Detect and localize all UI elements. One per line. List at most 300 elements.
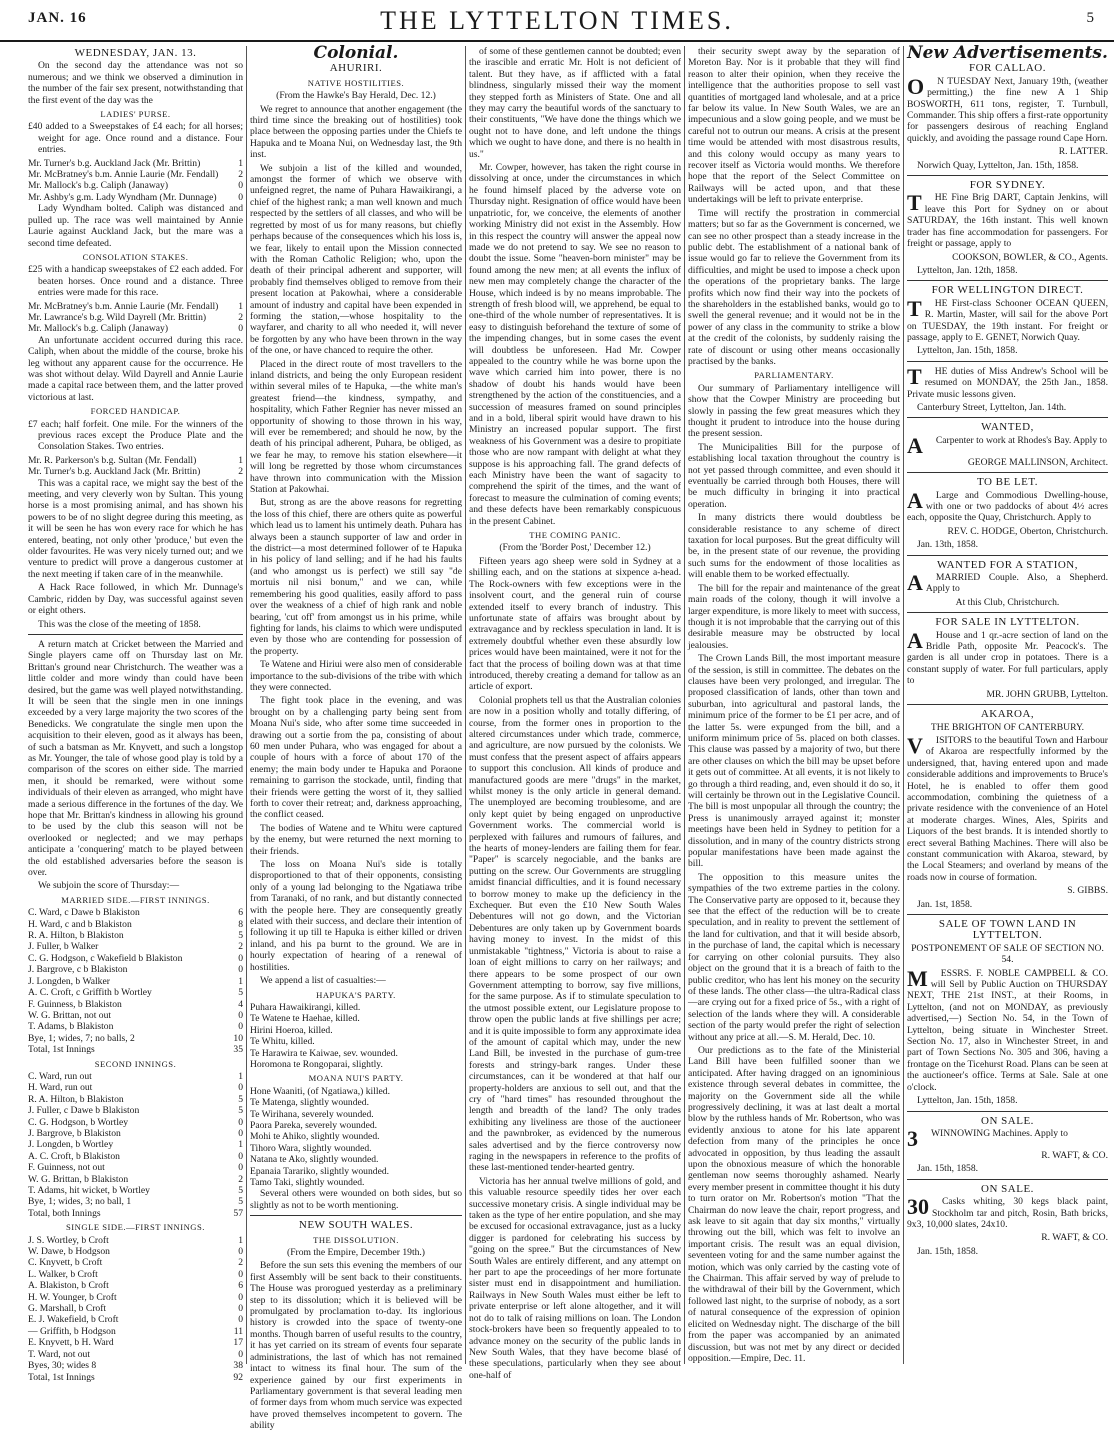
casualty-entry: Paora Pareka, severely wounded. (250, 1119, 378, 1131)
result-row (28, 1326, 243, 1337)
result-row (28, 169, 243, 180)
result-label: J. Bargrove, c b Blakiston (28, 964, 128, 976)
casualty-list (250, 1002, 462, 1070)
race-conditions: £25 with a handicap sweepstakes of £2 each added. For beaten horses. Once round and a distance. Three entries were made for this race. (28, 264, 243, 299)
result-label: R. A. Hilton, b Blakiston (28, 930, 124, 942)
result-row (28, 1303, 243, 1314)
ad-heading: SALE OF TOWN LAND IN LYTTELTON. (938, 918, 1077, 942)
result-value: 2 (238, 466, 243, 478)
result-value: 0 (238, 1150, 243, 1162)
ad-town-land (907, 919, 1108, 1107)
paragraph: We subjoin the score of Thursday:— (38, 880, 180, 892)
result-label: Mr. Lawrance's b.g. Wild Dayrell (Mr. Brittin) (28, 311, 207, 323)
result-value: 0 (238, 1348, 243, 1360)
section-date: WEDNESDAY, JAN. 13. (74, 47, 197, 59)
race-conditions: £7 each; half forfeit. One mile. For the winners of the previous races except the Produce Plate and the Consolation Stakes. Two entries. (28, 418, 243, 453)
result-label: T. Adams, hit wicket, b Wortley (28, 1185, 150, 1196)
result-row (28, 919, 243, 930)
drop-cap: T (907, 363, 922, 389)
result-row (28, 907, 243, 918)
ad-heading: FOR WELLINGTON DIRECT. (931, 284, 1084, 297)
result-row (28, 1010, 243, 1021)
result-label: C. G. Hodgson, c Wakefield b Blakiston (28, 952, 183, 964)
article-place: AHURIRI. (329, 62, 383, 75)
race-heading: FORCED HANDICAP. (90, 406, 181, 417)
ad-school (907, 363, 1108, 414)
result-value: 10 (233, 1032, 243, 1044)
result-label: Mr. McBratney's b.m. Annie Laurie (Mr. Fendall) (28, 169, 219, 181)
result-value: 5 (238, 1185, 243, 1196)
paragraph: Fifteen years ago sheep were sold in Sydney at a shilling each, and on the stations at sixpence a-head. The Rock-owners with few exceptions were in the insolvent court, and the general ruin of course extended itself to every branch of industry. This unfortunate state of affairs was brought about by extravagance and by reckless speculation in land. It is extremely doubtful whether even these absurdly low prices would have been maintained, were it not for the fact that the process of boiling down was at that time introduced, thereby creating a demand for tallow as an article of export. (469, 555, 681, 693)
ad-date: Jan. 15th, 1858. (917, 1163, 979, 1175)
casualty-entry: Tihoro Wara, slightly wounded. (250, 1142, 372, 1154)
result-row (28, 312, 243, 323)
ad-heading: FOR SYDNEY. (969, 179, 1046, 192)
result-row (28, 1105, 243, 1116)
result-row (28, 1185, 243, 1196)
paragraph: A return match at Cricket between the Married and Single players came off on Thursday last on Mr. Brittan's ground near Christchurch. The weather was a little colder and more windy than could have been desired, but the game was well played notwithstanding. It will be seen that the single men in one innings exceeded by a very large majority the two scores of the Benedicks. We congratulate the single men upon the acquisition to their eleven, good as it always has been, of such a batsman as Mr. Knyvett, and such a longstop as Mr. Younger, the tale of whose good play is told by a comparison of the scores on either side. The married men, it should be remarked, were without some individuals of their eleven as arranged, who might have made a serious difference in the fortunes of the day. We hope that Mr. Brittan's kindness in allowing his ground to be used by the club this season will not be overlooked or neglected; and we may perhaps anticipate a 'conquering' match to be played between the old established adversaries before the season is over. (28, 638, 243, 879)
result-value: 0 (238, 1314, 243, 1326)
divider (907, 704, 1108, 705)
result-row (28, 1139, 243, 1150)
column-parliamentary (688, 46, 900, 1364)
divider (907, 175, 1108, 176)
paragraph: The opposition to this measure unites the sympathies of the two extreme parties in the colony. The Conservative party are opposed to it, because they see that the effect of the reduction will be to create speculation, and in reality to prevent the settlement of the land for cultivation, and that it will beside absorb, in the purchase of land, the capital which is necessary for carrying on other colonial pursuits. They also object on the ground that it is a breach of faith to the public creditor, who has lent his money on the security of these lands. The other class—the ultra-Radical class—are crying out for a fixed price of 5s., with a right of selection of the lands where they will. A considerable section of the party would prefer the right of selection without any price at all.—S. M. Herald, Dec. 10. (688, 871, 900, 1043)
casualty-entry: Hone Waaniti, (of Ngatiawa,) killed. (250, 1085, 390, 1097)
ad-text: HE Fine Brig DART, Captain Jenkins, will leave this Port for Sydney on or about SATURDAY, the 16th instant. This well known trader has fine accommodation for passengers. For freight or passage, apply to (907, 192, 1108, 250)
result-row (28, 1235, 243, 1246)
divider (250, 1215, 462, 1216)
ad-text: Casks whiting, 30 kegs black paint, Stockholm tar and pitch, Rosin, Bath bricks, 9x3, 10,000 slates, 24x10. (907, 1196, 1108, 1230)
result-value: 5 (238, 1093, 243, 1105)
result-value: 2 (238, 311, 243, 323)
result-label: J. Bargrove, b Blakiston (28, 1127, 121, 1139)
ad-signature: GEORGE MALLINSON, Architect. (967, 456, 1108, 468)
result-value: 1 (238, 1234, 243, 1246)
result-label: Mr. McBratney's b.m. Annie Laurie (Mr. Fendall) (28, 300, 219, 312)
result-label: W. G. Brittan, not out (28, 1009, 112, 1021)
result-value: 0 (238, 1116, 243, 1128)
divider (907, 417, 1108, 418)
result-value: 5 (238, 987, 243, 999)
paragraph: Before the sun sets this evening the members of our first Assembly will be sent back to their constituents. The House was prorogued yesterday as a preliminary step to its dissolution; which it is believed will be promulgated by proclamation to-day. Its inglorious history is crowded into the space of twenty-one months. Though barren of useful results to the country, it has yet carried on its stream of events four separate administrations, the last of which has not remained intact to witness its final hour. The sum of the experience gained by our first experiments in Parliamentary government is that several leading men of former days from whom much service was expected have proved themselves incompetent to govern. The ability (250, 1260, 462, 1432)
result-value: 1 (238, 157, 243, 169)
result-row (28, 1021, 243, 1032)
ad-text: MARRIED Couple. Also, a Shepherd. Apply to (925, 572, 1108, 595)
paragraph: This was the close of the meeting of 1858. (38, 618, 201, 630)
party-heading: MOANA NUI'S PARTY. (308, 1073, 404, 1084)
ad-signature: R. WAFT, & CO. (1041, 1232, 1108, 1244)
result-value: 0 (238, 1021, 243, 1033)
casualty-entry: Hirini Hoeroa, killed. (250, 1024, 333, 1036)
casualty-entry: Puhara Hawaikirangi, killed. (250, 1001, 361, 1013)
result-row (28, 1082, 243, 1093)
result-label: Mr. Turner's b.g. Auckland Jack (Mr. Brittin) (28, 466, 201, 478)
result-label: J. Fuller, b Walker (28, 941, 99, 953)
divider (907, 612, 1108, 613)
result-label: Bye, 1; wides, 7; no balls, 2 (28, 1032, 135, 1044)
drop-cap: 3 (907, 1125, 918, 1151)
result-value: 6 (238, 907, 243, 919)
result-row (28, 455, 243, 466)
paragraph: Our summary of Parliamentary intelligence will show that the Cowper Ministry are proceeding but slowly in passing the few great measures which they thought it prudent to introduce into the house during the present session. (688, 382, 900, 440)
ad-text: Carpenter to work at Rhodes's Bay. Apply to (935, 434, 1107, 446)
result-value: 2 (238, 169, 243, 181)
result-label: W. Dawe, b Hodgson (28, 1246, 110, 1258)
ad-akaroa (907, 709, 1108, 910)
article-subhead: PARLIAMENTARY. (754, 370, 834, 381)
casualty-entry: Te Matenga, slightly wounded. (250, 1097, 369, 1109)
result-label: G. Marshall, b Croft (28, 1303, 107, 1315)
result-row (28, 987, 243, 998)
result-value: 1 (238, 1070, 243, 1082)
article-subhead: THE DISSOLUTION. (313, 1234, 399, 1245)
result-label: A. Blakiston, b Croft (28, 1280, 109, 1292)
result-row (28, 1117, 243, 1128)
result-row (28, 323, 243, 334)
ad-subheading: THE BRIGHTON OF CANTERBURY. (930, 721, 1085, 733)
result-value: 4 (238, 998, 243, 1010)
ad-date: Jan. 13th, 1858. (917, 539, 979, 551)
result-value: 0 (238, 1268, 243, 1280)
result-row (28, 466, 243, 477)
result-label: R. A. Hilton, b Blakiston (28, 1093, 124, 1105)
result-label: Mr. Turner's b.g. Auckland Jack (Mr. Brittin) (28, 157, 201, 169)
paragraph: But, strong as are the above reasons for regretting the loss of this chief, there are others quite as powerful which lead us to lament his untimely death. Puhara has always been a staunch supporter of law and order in the district—a most determined follower of te Hapuka in his policy of land selling; and if he had his faults (and who amongst us is perfect) we still say "de mortuis nil nisi bonum," and we can, while remembering his good qualities, easily afford to pass over the weakness of a chief of high rank and noble bearing, 'cut off' from amongst us in his prime, while fighting for lands, his claims to which were undisputed even by those who are contending for possession of the property. (250, 497, 462, 657)
ad-heading: TO BE LET. (976, 476, 1039, 489)
section-title: Colonial. (313, 43, 399, 63)
result-row (28, 976, 243, 987)
result-value: 11 (233, 1325, 243, 1337)
drop-cap: V (907, 732, 923, 758)
ad-signature: S. GIBBS. (1067, 885, 1108, 897)
result-label: H. Ward, c and b Blakiston (28, 918, 132, 930)
result-row (28, 1071, 243, 1082)
innings-heading: SINGLE SIDE.—FIRST INNINGS. (66, 1222, 205, 1233)
result-label: Mr. Ashby's g.m. Lady Wyndham (Mr. Dunnage) (28, 191, 217, 203)
result-value: 0 (238, 964, 243, 976)
race-heading: CONSOLATION STAKES. (82, 251, 189, 262)
paragraph: The Municipalities Bill for the purpose of establishing local taxation throughout the country is not yet passed through committee, and even should it eventually be carried through both Houses, there will be much difficulty in bringing it into practical operation. (688, 441, 900, 510)
result-label: A. C. Croft, c Griffith b Wortley (28, 987, 152, 999)
result-row (28, 1128, 243, 1139)
paragraph: Victoria has her annual twelve millions of gold, and this valuable resource speedily tides her over each successive monetary crisis. A single individual may be taken as the type of her entire population, and she may be excused for occasional extravagance, just as a lucky digger is pardoned for celebrating his success by "going on the spree." But the circumstances of New South Wales are entirely different, and any attempt on her part to ape the proceedings of her more fortunate sister must end in disappointment and humiliation. Railways in New South Wales must either be left to private enterprise or left alone altogether, and it will not do to talk of raising millions on loan. The London stock-brokers have been so frequently appealed to to advance money on the security of the public lands in New South Wales, that they have become blasé of these speculations, particularly when they see about one-half of (469, 1175, 681, 1381)
result-label: Bye, 1; wides, 3; no ball, 1 (28, 1196, 132, 1208)
ad-text: ESSRS. F. NOBLE CAMPBELL & CO. will Sell by Public Auction on THURSDAY NEXT, THE 21st INST., at their Rooms, in Lyttelton, (and not on MONDAY, as previously advertised,—) Section No. 54, in the Town of Lyttelton, being situate in Winchester Street. Section No. 17, also in Winchester Street, in and part of Town Sections No. 305 and 306, having a frontage on the Ticehurst Road. Plans can be seen at the auctioneer's office. Terms at Sale. Sale at one o'clock. (907, 967, 1108, 1093)
result-row (28, 158, 243, 169)
paragraph: The bodies of Watene and te Whitu were captured by the enemy, but were returned the next morning to their friends. (250, 822, 462, 857)
score-total: Total, both Innings 57 (28, 1207, 243, 1219)
result-row (28, 1196, 243, 1207)
race-results (28, 158, 243, 204)
ad-date: Jan. 15th, 1858. (917, 1245, 979, 1257)
ad-heading: FOR SALE IN LYTTELTON. (935, 616, 1080, 629)
masthead (0, 0, 1114, 42)
party-heading: HAPUKA'S PARTY. (316, 989, 396, 1000)
ad-text: WINNOWING Machines. Apply to (931, 1127, 1068, 1139)
result-label: F. Guinness, not out (28, 1162, 105, 1174)
result-value: 0 (238, 1127, 243, 1139)
section-title: New Advertisements. (907, 43, 1108, 63)
drop-cap: M (907, 965, 928, 991)
drop-cap: A (907, 570, 923, 596)
result-row (28, 1349, 243, 1360)
casualty-entry: Te Harawira te Kaiwae, sev. wounded. (250, 1047, 398, 1059)
result-label: — Griffith, b Hodgson (28, 1325, 116, 1337)
paragraph: In many districts there would doubtless be considerable resistance to any scheme of direct taxation for local purposes. But the great difficulty will be, in the present state of our revenue, the providing such sums for the endowment of those localities as will enable them to be worked effectually. (688, 512, 900, 581)
result-label: T. Adams, b Blakiston (28, 1021, 114, 1033)
drop-cap: A (907, 487, 923, 513)
paragraph: We subjoin a list of the killed and wounded, amongst the former of which we observe with unfeigned regret, the name of Puhara Hawaikirangi, a chief of the highest rank; a man well known and much respected by the settlers of all classes, and who will be regretted by most of us for many reasons, but chiefly perhaps because of the consequences which his loss is, we fear, likely to entail upon the Mission connected with the Roman Catholic Religion; who, upon the death of their principal adherent and supporter, will probably find themselves obliged to remove from their present location at Pakowhai, where a considerable amount of industry and capital have been expended in forming the station,—whose hospitality to the wayfarer, and charity to all who needed it, will never be forgotten by any who have been thrown in the way of the one, or have chanced to require the other. (250, 162, 462, 357)
divider (28, 634, 243, 635)
result-row (28, 1174, 243, 1185)
result-value: 0 (238, 952, 243, 964)
divider (907, 555, 1108, 556)
casualty-entry: Natana te Ako, slightly wounded. (250, 1154, 379, 1166)
result-row (28, 964, 243, 975)
ad-text: House and 1 qr.-acre section of land on the Bridle Path, opposite Mr. Peacock's. The garden is all under crop in potatoes. There is a constant supply of water. For full particulars, apply to (907, 629, 1108, 687)
article-source: (From the Hawke's Bay Herald, Dec. 12.) (276, 90, 436, 102)
paragraph: This was a capital race, we might say the best of the meeting, and very cleverly won by Sultan. This young horse is a most promising animal, and has shown his powers to be of no slight degree during this meeting, as it will be seen he has won every race for which he has entered, beating, not only other 'produce,' but even the older favourites. He was very nicely turned out; and we venture to predict will prove a dangerous customer at the next meeting if taken care of in the meanwhile. (28, 477, 243, 580)
ad-date: Norwich Quay, Lyttelton, Jan. 15th, 1858. (917, 159, 1079, 171)
result-value: 1 (238, 454, 243, 466)
ad-date: Canterbury Street, Lyttelton, Jan. 14th. (917, 401, 1067, 413)
ad-to-let (907, 477, 1108, 550)
result-label: C. Knyvett, b Croft (28, 1257, 103, 1269)
ad-station (907, 560, 1108, 609)
result-label: J. Fuller, c Dawe b Blakiston (28, 1105, 140, 1117)
ad-signature: R. LATTER. (1058, 146, 1108, 158)
result-label: J. S. Wortley, b Croft (28, 1234, 109, 1246)
paragraph: We regret to announce that another engagement (the third time since the breaking out of hostilities) took place between the opposing parties under the Chiefs te Hapuka and te Moana Nui, on Wednesday last, the 9th inst. (250, 103, 462, 161)
paragraph: A Hack Race followed, in which Mr. Dunnage's Cambric, ridden by Day, was successful against seven or eight others. (28, 582, 243, 617)
result-value: 0 (238, 1246, 243, 1258)
issue-date: JAN. 16 (28, 10, 87, 26)
result-label: Mr. R. Parkerson's b.g. Sultan (Mr. Fendall) (28, 454, 197, 466)
ad-signature: COOKSON, BOWLER, & CO., Agents. (952, 251, 1108, 263)
result-row (28, 1360, 243, 1371)
article-source: (From the 'Border Post,' December 12.) (499, 542, 651, 554)
casualty-entry: Epanaia Tarariko, slightly wounded. (250, 1165, 390, 1177)
result-row (28, 941, 243, 952)
score-list (28, 1071, 243, 1208)
innings-heading: SECOND INNINGS. (94, 1058, 177, 1069)
casualty-entry: Horomona te Rongoparai, slightly. (250, 1058, 383, 1070)
divider (907, 914, 1108, 915)
result-value: 1 (238, 300, 243, 312)
result-label: C. G. Hodgson, b Wortley (28, 1116, 129, 1128)
result-value: 8 (238, 918, 243, 930)
paragraph: Several others were wounded on both sides, but so slightly as not to be worth mentioning. (250, 1188, 462, 1211)
ad-casks (907, 1184, 1108, 1257)
result-label: E. J. Wakefield, b Croft (28, 1314, 119, 1326)
paragraph: Colonial prophets tell us that the Australian colonies are now in a position wholly and totally differing, of course, from the former ones in proportion to the altered circumstances under which trade, commerce, and agriculture, are now pursued by the colonists. We must confess that the present aspect of affairs appears to support this conclusion. All kinds of produce and manufactured goods are mere "drugs" in the market, whilst money is the only article in general demand. The unemployed are becoming troublesome, and are only kept quiet by being engaged on unproductive Government works. The commercial world is perplexed with failures and rumours of failures, and the hearts of money-lenders are failing them for fear. "Paper" is scarcely negociable, and the banks are putting on the screw. Our Governments are struggling amidst financial difficulties, and it is found necessary to borrow money to make up the deficiency in the Exchequer. But even the £10 New South Wales Debentures will not go down, and the Victorian Debentures are only taken up by Government boards having money to invest. In the midst of this unmistakable "tightness," Victoria is about to raise a loan of eight millions to carry on her railways; and there appears to be some prospect of our own Government attempting to borrow, say five millions, for the same purpose. As if to stimulate speculation to the utmost possible extent, our Legislature propose to throw open the public lands at five shillings per acre; and it is quite impossible to form any approximate idea of the amount of capital which may, under the new Land Bill, be invested in the purchase of gum-tree forests and stringy-bark ranges. Under these circumstances, can it be wondered at that half our property-holders are anxious to sell out, and that the cry of "hard times" has resounded throughout the length and breadth of the land? The only trades exhibiting any liveliness are those of the auctioneer and the pawnbroker, as evidenced by the numerous sales advertised and by the fierce controversy now raging in the newspapers in reference to the profits of these last-mentioned tender-hearted gentry. (469, 694, 681, 1174)
paragraph: of some of these gentlemen cannot be doubted; even the irascible and erratic Mr. Holt is not deficient of talent. But they have, as if afflicted with a fatal blindness, singularly missed their way the moment they stepped forth as Ministers of State. One and all they may carry the beautiful words of the sanctuary to their constituents, "We have done the things which we ought not to have done, and left undone the things which we ought to have done, and there is no health in us." (469, 46, 681, 160)
ad-wanted-carpenter (907, 422, 1108, 468)
result-row (28, 1151, 243, 1162)
divider (907, 280, 1108, 281)
paragraph: The Crown Lands Bill, the most important measure of the session, is still in committee. The debates on the clauses have been very prolonged, and irregular. The proposed classification of lands, other than town and suburban, into agricultural and pastoral lands, the minimum price of the former to be £1 per acre, and of the latter 5s. were expunged from the bill, and a uniform minimum price of 5s. placed on both classes. This clause was passed by a majority of two, but there are other clauses on which the bill may be upset before it gets out of committee. At all events, it is not likely to go through a third reading, and, even should it do so, it will certainly be thrown out in the Legislative Council. The bill is most unpopular all through the country; the Press is unanimously arrayed against it; monster meetings have been held in Sydney to petition for a dissolution, and in many of the country districts strong popular manifestations have been made against the bill. (688, 653, 900, 870)
result-value: 0 (238, 1162, 243, 1174)
ad-signature: MR. JOHN GRUBB, Lyttelton. (986, 688, 1108, 700)
score-total: Total, 1st Innings 35 (28, 1044, 243, 1056)
ad-heading: WANTED FOR A STATION, (936, 558, 1078, 571)
ad-date: Jan. 1st, 1858. (917, 898, 973, 910)
drop-cap: A (907, 627, 923, 653)
result-label: W. G. Brittan, b Blakiston (28, 1173, 129, 1185)
result-row (28, 1280, 243, 1291)
result-value: 17 (233, 1337, 243, 1349)
paragraph: An unfortunate accident occurred during this race. Caliph, when about the middle of the course, broke his leg without any apparent cause for the occurrence. He was shot without delay. Wild Dayrell and Annie Laurie made a capital race between them, and the latter proved victorious at last. (28, 334, 243, 403)
race-conditions: £40 added to a Sweepstakes of £4 each; for all horses; weight for age. Once round and a distance. Four entries. (28, 121, 243, 156)
casualty-entry: Te Watene te Haehae, killed. (250, 1013, 360, 1025)
paragraph: Placed in the direct route of most travellers to the inland districts, and being the only European resident within several miles of te Hapuka, —the white man's greatest friend—the kindness, sympathy, and hospitality, which Father Regnier has never missed an opportunity of showing to those thrown in his way, will ever be remembered; and should he now, by the death of his principal adherent, Puhara, be obliged, as we fear he may, to remove his station elsewhere—it will long be regretted by those whom circumstances have thrown into communication with the Mission Station at Pakowhai. (250, 358, 462, 496)
result-value: 1 (238, 1139, 243, 1151)
casualty-entry: Mohi te Ahiko, slightly wounded. (250, 1131, 380, 1143)
result-label: C. Ward, run out (28, 1070, 92, 1082)
result-value: 0 (238, 1009, 243, 1021)
ad-for-sale (907, 617, 1108, 700)
result-value: 0 (238, 323, 243, 335)
paragraph: Mr. Cowper, however, has taken the right course in dissolving at once, under the circumstances in which he found himself placed by the adverse vote on Thursday night. Resignation of office would have been unpatriotic, for, we conceive, the elements of another working Ministry did not exist in the Assembly. How in this respect the country will answer the appeal now made we do not pretend to say. We see no reason to doubt the issue. Some "heaven-born minister" may be found among the new men; at all events the influx of new men may completely change the character of the House, which indeed is by no means improbable. The strength of fresh blood will, we apprehend, be equal to one-third of the whole number of representatives. It is easy to distinguish beforehand the texture of some of the impending changes, but in some cases the event will doubtless be unforeseen. Had Mr. Cowper appealed to the country while he was borne upon the wave which carried him into power, there is no shadow of doubt his hands would have been strengthened by the action of the constituencies, and a succession of measures framed on sound principles and in a bold, liberal spirit would have drawn to his Ministry an increased popular support. The first weakness of his Government was a desire to propitiate those who are now rampant with delight at what they suppose is his approaching fall. The grand defects of each Ministry have been the want of sagacity to comprehend the spirit of the times, and the want of forecast to measure the culmination of coming events; and these defects have been remarkably conspicuous in the present Cabinet. (469, 162, 681, 527)
result-row (28, 180, 243, 191)
result-value: 0 (238, 1082, 243, 1094)
ad-text: N TUESDAY Next, January 19th, (weather permitting,) the fine new A 1 Ship BOSWORTH, 611 tons, register, T. Turnbull, Commander. This ship offers a first-rate opportunity for passengers desirous of reaching England quickly, and avoiding the passage round Cape Horn. (907, 75, 1108, 144)
result-row (28, 192, 243, 203)
ad-heading: WANTED, (981, 421, 1034, 434)
ad-text: HE First-class Schooner OCEAN QUEEN, R. Martin, Master, will sail for the above Port on TUESDAY, the 19th instant. For freight or passage, apply to E. GENET, Norwich Quay. (907, 297, 1108, 343)
column-nsw-continued (469, 46, 681, 1381)
divider (907, 472, 1108, 473)
result-label: J. Longden, b Walker (28, 975, 110, 987)
ad-heading: ON SALE. (981, 1114, 1034, 1127)
column-advertisements (907, 43, 1108, 1364)
score-list (28, 907, 243, 1044)
result-label: T. Ward, not out (28, 1348, 91, 1360)
result-label: C. Ward, c Dawe b Blakiston (28, 907, 140, 919)
ad-text: HE duties of Miss Andrew's School will be resumed on MONDAY, the 25th Jan., 1858. Private music lessons given. (907, 365, 1108, 400)
ad-date: Lyttelton, Jan. 12th, 1858. (917, 264, 1018, 276)
result-row (28, 1269, 243, 1280)
result-row (28, 1162, 243, 1173)
paragraph: Lady Wyndham bolted. Caliph was distanced and pulled up. The race was well maintained by Annie Laurie against Auckland Jack, but the mare was a second time defeated. (28, 203, 243, 249)
result-value: 38 (233, 1360, 243, 1372)
paragraph: Our predictions as to the fate of the Ministerial Land Bill have been fulfilled sooner than we anticipated. After having dragged on an ignominious existence through several debates in committee, the majority on the Government side all the while progressively declining, it was at last dealt a mortal blow by the ruthless hands of Mr. Robertson, who was evidently anxious to atone for his late apparent defection from many of the principles he once advocated in opposition, by thus leading the assault upon the obnoxious measure of which the honorable gentleman now seems thoroughly ashamed. Nearly every member present in committee thought it his duty to turn orator on Mr. Robertson's motion "That the Chairman do now leave the chair, report progress, and ask leave to sit again that day six months," virtually throwing out the bill, which was felt to involve an important crisis. The result was an equal division, seventeen voting for and the same number against the motion, which was only carried by the casting vote of the Chairman. This affair served by way of prelude to the withdrawal of their bill by the Government, which followed last night, to the surprise of nobody, as a sort of natural consequence of the expression of opinion elicited on Wednesday night. The discharge of the bill from the paper was accompanied by an animated discussion, but was not met by any direct or decided opposition.—Empire, Dec. 11. (688, 1044, 900, 1364)
result-row (28, 930, 243, 941)
result-row (28, 1094, 243, 1105)
ad-wellington (907, 285, 1108, 356)
result-value: 5 (238, 1196, 243, 1208)
result-label: H. Ward, run out (28, 1082, 93, 1094)
result-label: Byes, 30; wides 8 (28, 1360, 97, 1372)
ad-text: ISITORS to the beautiful Town and Harbour of Akaroa are respectfully informed by the undersigned, that, having entered upon and made considerable additions and improvements to Bruce's Hotel, he is enabled to offer them good accommodation, combining the quietness of a private residence with the convenience of an Hotel at moderate charges. Wines, Ales, Spirits and Liquors of the best brands. It is intended shortly to erect several Bathing Machines. There will also be constant communication with Akaroa, steward, by the Local Steamers; and overland by means of the roads now in course of formation. (907, 734, 1108, 883)
result-row (28, 953, 243, 964)
newspaper-title: THE LYTTELTON TIMES. (380, 6, 734, 35)
drop-cap: T (907, 190, 922, 216)
result-row (28, 1033, 243, 1044)
result-label: E. Knyvett, b H. Ward (28, 1337, 114, 1349)
result-row (28, 1246, 243, 1257)
ad-subheading: POSTPONEMENT OF SALE OF SECTION NO. 54. (911, 942, 1104, 966)
paragraph: Time will rectify the prostration in commercial matters; but so far as the Government is concerned, we can see no other prospect than a steady increase in the public debt. The establishment of a national bank of issue would go far to relieve the Government from its difficulties, and might be used to impose a check upon the operations of the proprietary banks. The large profits which now find their way into the pockets of the shareholders in the established banks, would go to swell the general revenue; and it would not be in the power of any class in the community to strike a blow at the credit of the colonists, by suddenly raising the rate of discount or using other means occasionally practised by the banks. (688, 207, 900, 367)
paragraph: We append a list of casualties:— (260, 975, 386, 987)
result-value: 5 (238, 1105, 243, 1117)
innings-heading: MARRIED SIDE.—FIRST INNINGS. (61, 894, 210, 905)
result-row (28, 1314, 243, 1325)
race-results (28, 455, 243, 478)
ad-text: Large and Commodious Dwelling-house, with one or two paddocks of about 4½ acres each, opposite the Quay, Christchurch. Apply to (907, 489, 1108, 524)
result-value: 2 (238, 1257, 243, 1269)
result-value: 0 (238, 191, 243, 203)
ad-winnowing (907, 1116, 1108, 1175)
ad-signature: At this Club, Christchurch. (955, 596, 1060, 608)
ad-signature: R. WAFT, & CO. (1041, 1149, 1108, 1161)
paragraph: The fight took place in the evening, and was brought on by a challenging party being sent from Moana Nui's side, who after some time succeeded in drawing out a sortie from the pa, consisting of about 60 men under Puhara, who was engaged for about a couple of hours with a force of about 170 of the enemy; the main body under te Hapuka and Poraone remaining to garrison the stockade, until, finding that their friends were getting the worst of it, they sallied forth to cover their retreat; and, darkness approaching, the conflict ceased. (250, 695, 462, 821)
page-number: 5 (1086, 10, 1094, 26)
result-label: Mr. Mallock's b.g. Caliph (Janaway) (28, 323, 169, 335)
result-row (28, 1257, 243, 1268)
article-source: (From the Empire, December 19th.) (287, 1247, 425, 1259)
casualty-list (250, 1086, 462, 1189)
ad-heading: ON SALE. (981, 1182, 1034, 1195)
score-total: Total, 1st Innings 92 (28, 1371, 243, 1383)
divider (907, 1179, 1108, 1180)
column-colonial (250, 43, 462, 1432)
result-label: F. Guinness, b Blakiston (28, 998, 122, 1010)
ad-date: Lyttelton, Jan. 15th, 1858. (917, 1095, 1018, 1107)
ad-sydney (907, 180, 1108, 276)
divider (907, 1111, 1108, 1112)
casualty-entry: Te Whitu, killed. (250, 1036, 315, 1048)
result-row (28, 301, 243, 312)
result-row (28, 1292, 243, 1303)
page-columns (28, 43, 1108, 1432)
casualty-entry: Te Wirihana, severely wounded. (250, 1108, 374, 1120)
ad-date: Lyttelton, Jan. 15th, 1858. (917, 345, 1018, 357)
paragraph: Te Watene and Hiriui were also men of considerable importance to the sub-divisions of the tribe with which they were connected. (250, 659, 462, 693)
drop-cap: 30 (907, 1194, 929, 1220)
score-list (28, 1235, 243, 1372)
result-row (28, 999, 243, 1010)
paragraph: their security swept away by the separation of Moreton Bay. Nor is it probable that they will find reason to alter their opinion, when they receive the intelligence that the authorities propose to sell vast quantities of mortgaged land wholesale, and at a price far below its value. In New South Wales, we are an impecunious and a slow going people, and we must be careful not to outrun our means. A crisis at the present time would be attended with most disastrous results, and this colony would occupy as many years to recover itself as Victoria would months. We therefore hope that the report of the Select Committee on Railways will be acted upon, and that these undertakings will be left to private enterprise. (688, 46, 900, 206)
result-value: 0 (238, 180, 243, 192)
ad-callao (907, 63, 1108, 171)
paragraph: The loss on Moana Nui's side is totally disproportioned to that of their opponents, consisting only of a young lad belonging to the Ngatiawa tribe from Taranaki, of no rank, and but distantly connected with the people here. They are consequently greatly elated with their success, and declare their intention of following it up till te Hapuka is either killed or driven inland, and his pa burnt to the ground. We are in hourly expectation of hearing of a renewal of hostilities. (250, 859, 462, 973)
result-value: 0 (238, 1291, 243, 1303)
result-value: 5 (238, 930, 243, 942)
drop-cap: O (907, 73, 925, 99)
column-races-cricket (28, 46, 243, 1383)
race-heading: LADIES' PURSE. (100, 109, 171, 120)
drop-cap: T (907, 295, 922, 321)
article-subhead: NATIVE HOSTILITIES. (307, 77, 405, 88)
result-value: 6 (238, 1280, 243, 1292)
ad-heading: FOR CALLAO. (968, 62, 1046, 75)
article-subhead: THE COMING PANIC. (529, 530, 621, 541)
result-value: 0 (238, 1303, 243, 1315)
result-label: Mr. Mallock's b.g. Caliph (Janaway) (28, 180, 169, 192)
drop-cap: A (907, 432, 923, 458)
result-value: 1 (238, 975, 243, 987)
paragraph: On the second day the attendance was not so numerous; and we think we observed a diminution in the number of the fair sex present, notwithstanding that the first event of the day was the (28, 60, 243, 106)
divider (907, 361, 1108, 362)
ad-heading: AKAROA, (980, 708, 1035, 721)
article-place: NEW SOUTH WALES. (298, 1219, 414, 1232)
result-value: 2 (238, 941, 243, 953)
result-label: J. Longden, b Wortley (28, 1139, 114, 1151)
result-row (28, 1337, 243, 1348)
result-label: L. Walker, b Croft (28, 1268, 98, 1280)
